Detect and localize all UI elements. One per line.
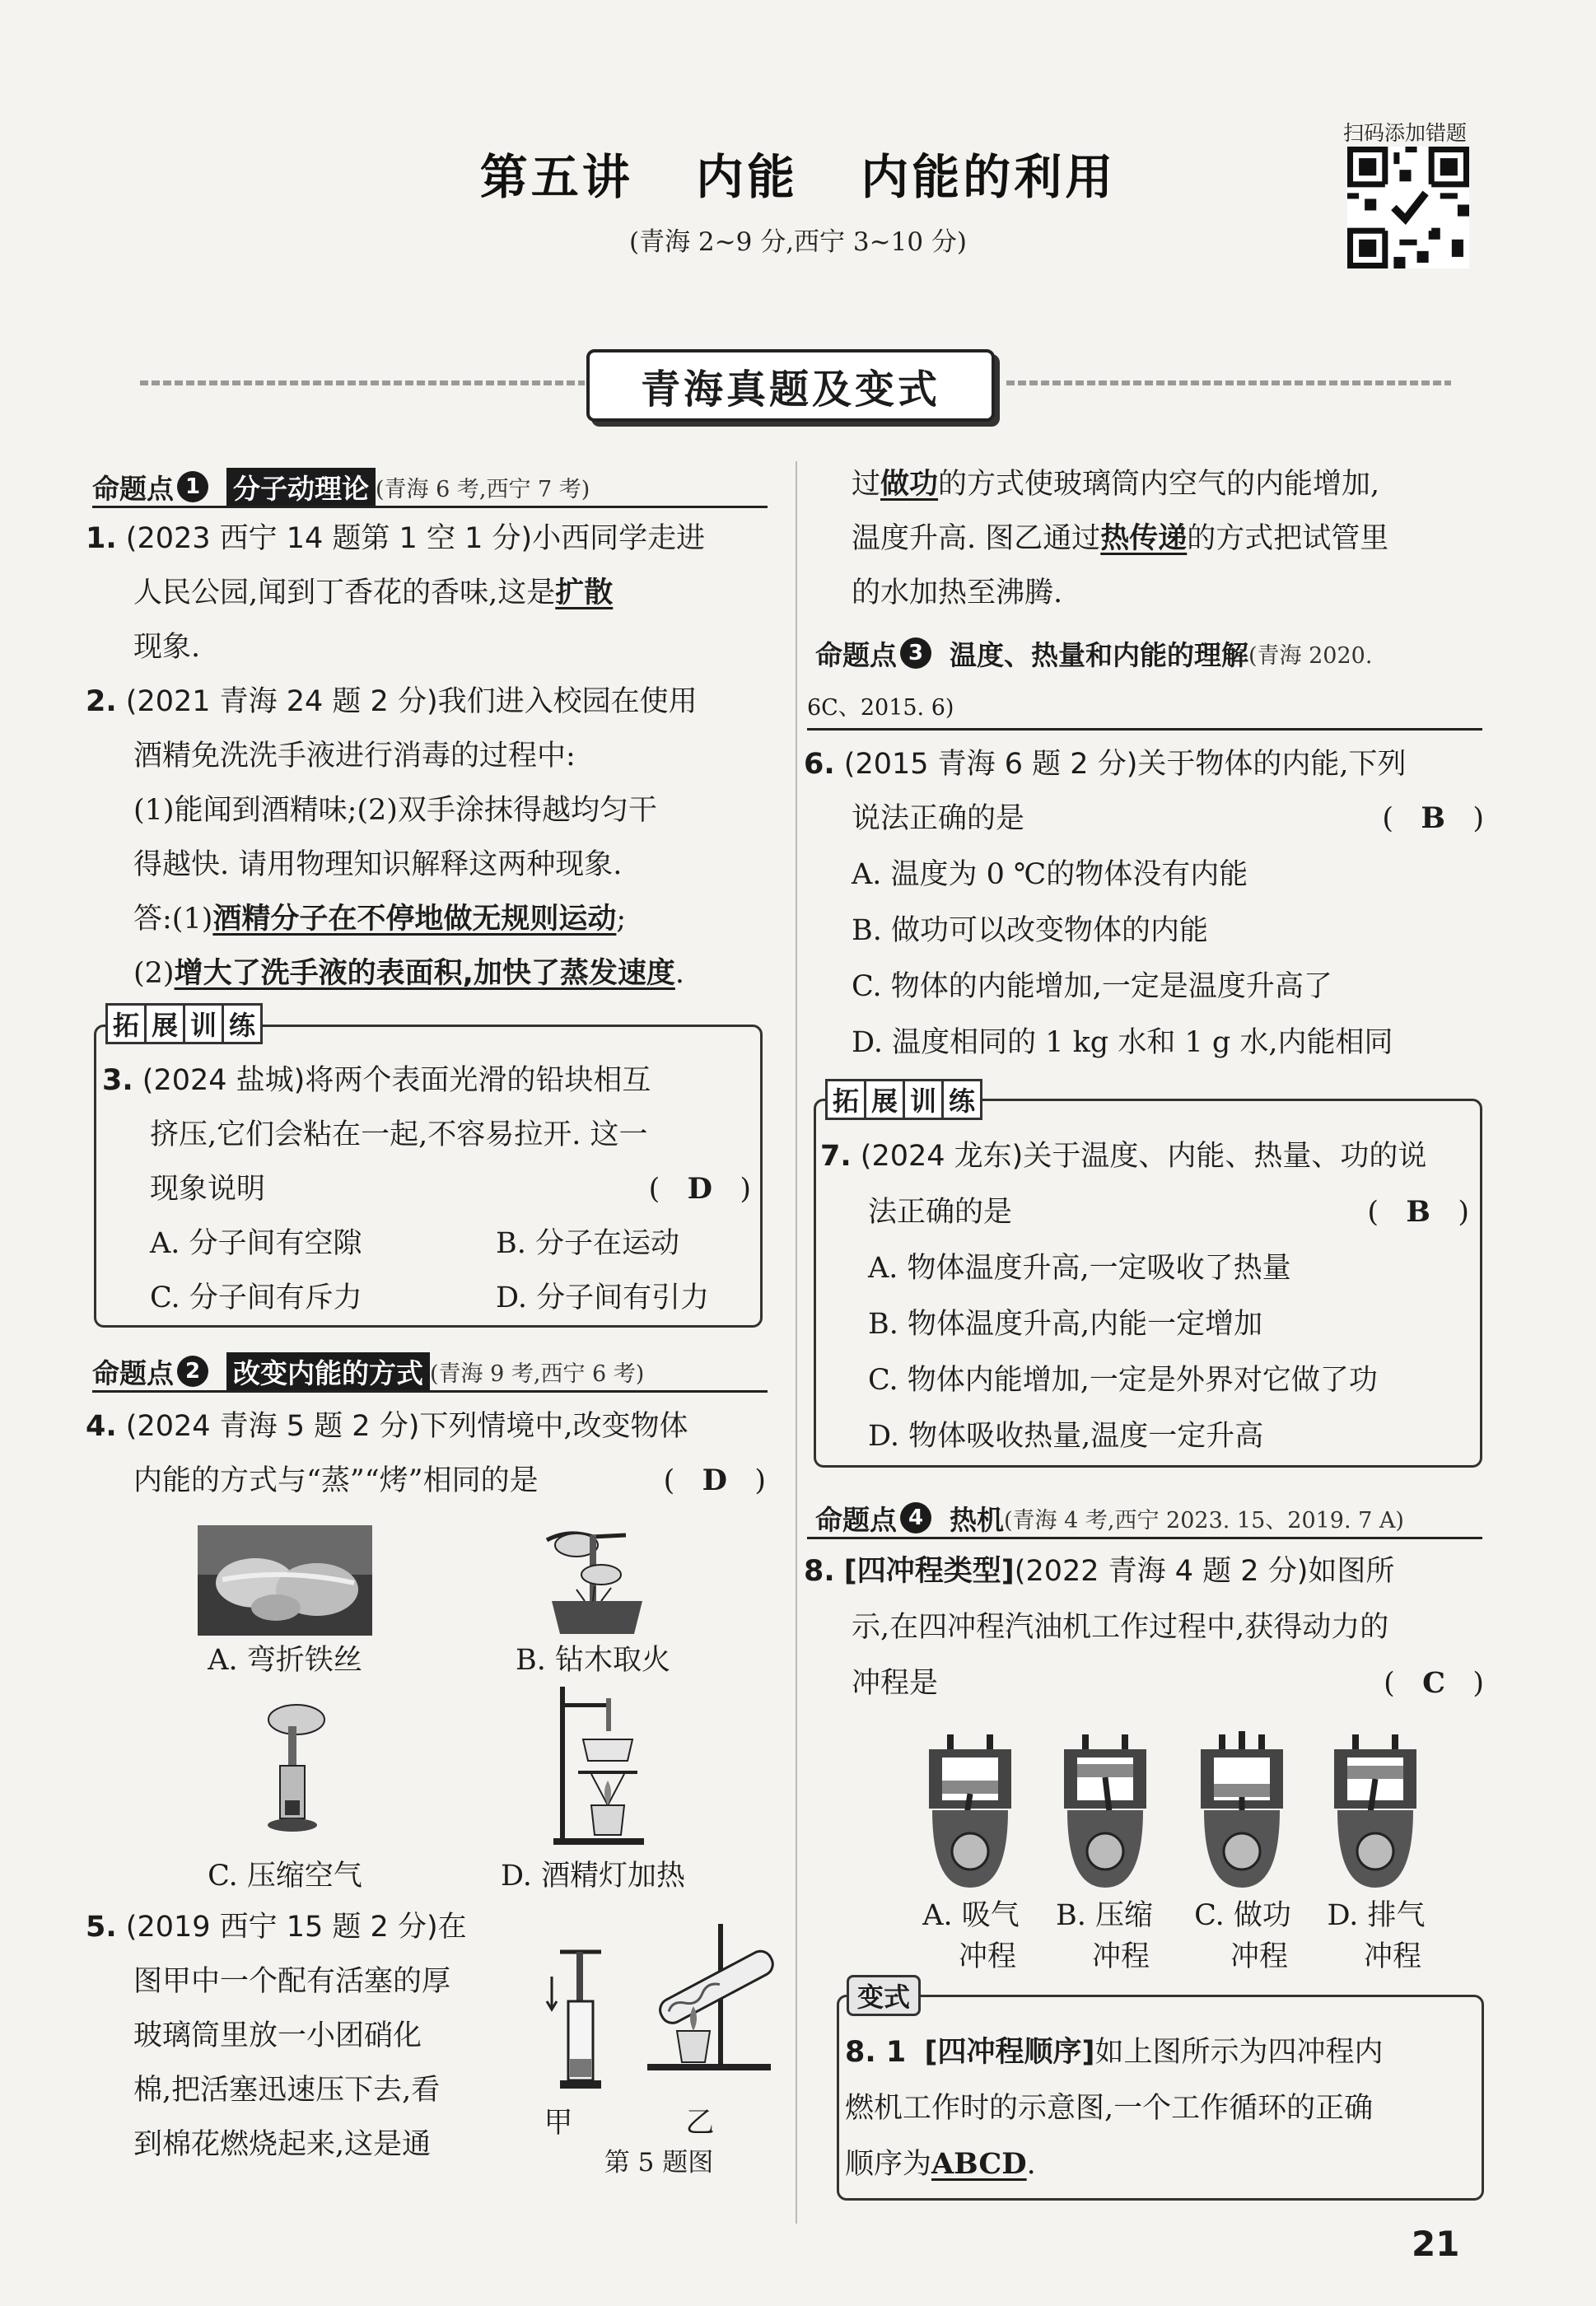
q5-line-4: 棉,把活塞迅速压下去,看 [133, 2074, 441, 2107]
q8-caption-b: B. 压缩 冲程 [1056, 1899, 1153, 1973]
column-divider [796, 461, 797, 2224]
q5-figure-caption: 第 5 题图 [604, 2148, 714, 2178]
q6-answer: B [1421, 801, 1445, 835]
q2-answer-2: (2)增大了洗手液的表面积,加快了蒸发速度. [133, 957, 685, 990]
q3-option-d: D. 分子间有引力 [496, 1281, 710, 1314]
q5-continuation-1: 过做功的方式使玻璃筒内空气的内能增加, [852, 468, 1380, 501]
q8-caption-d: D. 排气 冲程 [1327, 1899, 1426, 1973]
engine-compression-stroke-illustration [1056, 1731, 1155, 1896]
q2-line-1: 2. (2021 青海 24 题 2 分)我们进入校园在使用 [86, 685, 698, 718]
q3-option-a: A. 分子间有空隙 [150, 1227, 362, 1260]
q7-option-d: D. 物体吸收热量,温度一定升高 [868, 1420, 1264, 1453]
topic-3-heading: 命题点 3 温度、热量和内能的理解 (青海 2020. [815, 638, 1373, 671]
bending-wire-photo [198, 1525, 372, 1636]
q5-line-1: 5. (2019 西宁 15 题 2 分)在 [86, 1911, 467, 1944]
q2-line-2: 酒精免洗洗手液进行消毒的过程中: [133, 740, 576, 773]
q8-caption-c: C. 做功 冲程 [1194, 1899, 1291, 1973]
engine-intake-stroke-illustration [921, 1731, 1020, 1896]
q5-answer-2: 热传递 [1100, 522, 1188, 555]
topic-4-heading: 命题点 4 热机 (青海 4 考,西宁 2023. 15、2019. 7 A) [815, 1503, 1404, 1536]
variant-tab: 变式 [847, 1975, 921, 2016]
q3-option-c: C. 分子间有斥力 [150, 1281, 362, 1314]
q7-option-b: B. 物体温度升高,内能一定增加 [868, 1308, 1263, 1341]
q7-line-2: 法正确的是 ( B ) [868, 1195, 1469, 1229]
q7-option-a: A. 物体温度升高,一定吸收了热量 [868, 1252, 1291, 1285]
q7-line-1: 7. (2024 龙东)关于温度、内能、热量、功的说 [820, 1140, 1427, 1173]
q5-label-yi: 乙 [685, 2107, 715, 2140]
q2-answer-1: 答:(1)酒精分子在不停地做无规则运动; [133, 903, 627, 936]
q4-line-2: 内能的方式与“蒸”“烤”相同的是 ( D ) [133, 1463, 766, 1497]
extension-tab: 拓 展 训 练 [105, 1003, 260, 1044]
topic-3-frequency-cont: 6C、2015. 6) [807, 695, 954, 721]
engine-exhaust-stroke-illustration [1326, 1731, 1425, 1896]
topic-label: 命题点 [92, 472, 174, 505]
q5-continuation-2: 温度升高. 图乙通过热传递的方式把试管里 [852, 522, 1389, 555]
q6-line-2: 说法正确的是 ( B ) [852, 801, 1484, 835]
topic-number-badge: 1 [177, 471, 208, 502]
q6-option-c: C. 物体的内能增加,一定是温度升高了 [852, 970, 1332, 1003]
title-topic-1: 内能 [695, 149, 798, 205]
topic-name: 分子动理论 [226, 468, 376, 506]
q5-label-jia: 甲 [544, 2107, 573, 2140]
banner-rule-right [1006, 380, 1451, 385]
page-number: 21 [1412, 2224, 1460, 2264]
variant-line-2: 燃机工作时的示意图,一个工作循环的正确 [845, 2092, 1374, 2125]
q6-line-1: 6. (2015 青海 6 题 2 分)关于物体的内能,下列 [804, 748, 1407, 781]
q5-figure-jia-syringe [535, 1944, 626, 2095]
q1-line-1: 1. (2023 西宁 14 题第 1 空 1 分)小西同学走进 [86, 522, 706, 555]
q7-option-c: C. 物体内能增加,一定是外界对它做了功 [868, 1364, 1378, 1397]
q6-option-a: A. 温度为 0 ℃的物体没有内能 [852, 858, 1248, 891]
topic-1-heading [92, 466, 590, 507]
q5-figure-yi-heating-tube [639, 1924, 779, 2072]
q2-line-3: (1)能闻到酒精味;(2)双手涂抹得越均匀干 [133, 794, 657, 827]
q5-line-3: 玻璃筒里放一小团硝化 [133, 2019, 422, 2052]
q8-line-3: 冲程是 ( C ) [852, 1666, 1484, 1700]
q3-line-3: 现象说明 ( D ) [150, 1172, 751, 1206]
topic-frequency: (青海 6 考,西宁 7 考) [376, 476, 590, 502]
topic-underline [92, 1390, 768, 1393]
q8-caption-a: A. 吸气 冲程 [922, 1899, 1020, 1973]
variant-line-1: 8. 1 [四冲程顺序]如上图所示为四冲程内 [845, 2036, 1384, 2069]
q6-option-b: B. 做功可以改变物体的内能 [852, 914, 1208, 947]
q4-answer: D [702, 1463, 727, 1497]
topic-underline [807, 728, 1482, 731]
score-range: (青海 2~9 分,西宁 3~10 分) [628, 227, 968, 257]
topic-2-heading: 命题点 2 改变内能的方式 (青海 9 考,西宁 6 考) [92, 1351, 644, 1392]
qr-code-icon[interactable] [1347, 147, 1469, 268]
q3-line-2: 挤压,它们会粘在一起,不容易拉开. 这一 [150, 1118, 648, 1151]
q8-line-2: 示,在四冲程汽油机工作过程中,获得动力的 [852, 1611, 1389, 1644]
topic-underline [807, 1537, 1482, 1539]
q5-answer-1: 做功 [880, 468, 939, 501]
qr-label: 扫码添加错题 [1342, 121, 1467, 145]
engine-power-stroke-illustration [1192, 1731, 1291, 1896]
q8-answer: C [1422, 1666, 1445, 1700]
q4-caption-c: C. 压缩空气 [208, 1860, 362, 1893]
compress-air-syringe-illustration [247, 1701, 338, 1842]
title-topic-2: 内能的利用 [861, 149, 1117, 205]
q3-line-1: 3. (2024 盐城)将两个表面光滑的铅块相互 [102, 1064, 651, 1097]
q6-option-d: D. 温度相同的 1 kg 水和 1 g 水,内能相同 [852, 1026, 1393, 1059]
q4-line-1: 4. (2024 青海 5 题 2 分)下列情境中,改变物体 [86, 1410, 688, 1443]
topic-underline [92, 506, 768, 508]
q5-line-2: 图甲中一个配有活塞的厚 [133, 1965, 451, 1998]
q4-caption-d: D. 酒精灯加热 [500, 1860, 686, 1893]
q4-caption-a: A. 弯折铁丝 [208, 1644, 362, 1677]
alcohol-lamp-heating-illustration [542, 1682, 651, 1846]
variant-answer: ABCD [931, 2147, 1027, 2181]
variant-line-3: 顺序为ABCD. [845, 2147, 1036, 2181]
title-lecture-number: 第五讲 [479, 149, 633, 205]
q3-answer: D [687, 1172, 712, 1206]
extension-tab: 拓 展 训 练 [825, 1079, 980, 1120]
banner-rule-left [140, 380, 585, 385]
q2-line-4: 得越快. 请用物理知识解释这两种现象. [133, 848, 623, 881]
q5-line-5: 到棉花燃烧起来,这是通 [133, 2128, 432, 2161]
drill-wood-fire-illustration [535, 1512, 651, 1636]
q1-line-2: 人民公园,闻到丁香花的香味,这是扩散 [133, 576, 614, 609]
section-banner: 青海真题及变式 [586, 349, 995, 422]
q1-line-3: 现象. [133, 631, 201, 664]
q8-line-1: 8. [四冲程类型](2022 青海 4 题 2 分)如图所 [804, 1555, 1395, 1588]
q5-continuation-3: 的水加热至沸腾. [852, 576, 1063, 609]
q7-answer: B [1406, 1195, 1430, 1229]
q1-answer: 扩散 [555, 576, 614, 609]
q3-option-b: B. 分子在运动 [496, 1227, 679, 1260]
q4-caption-b: B. 钻木取火 [516, 1644, 670, 1677]
